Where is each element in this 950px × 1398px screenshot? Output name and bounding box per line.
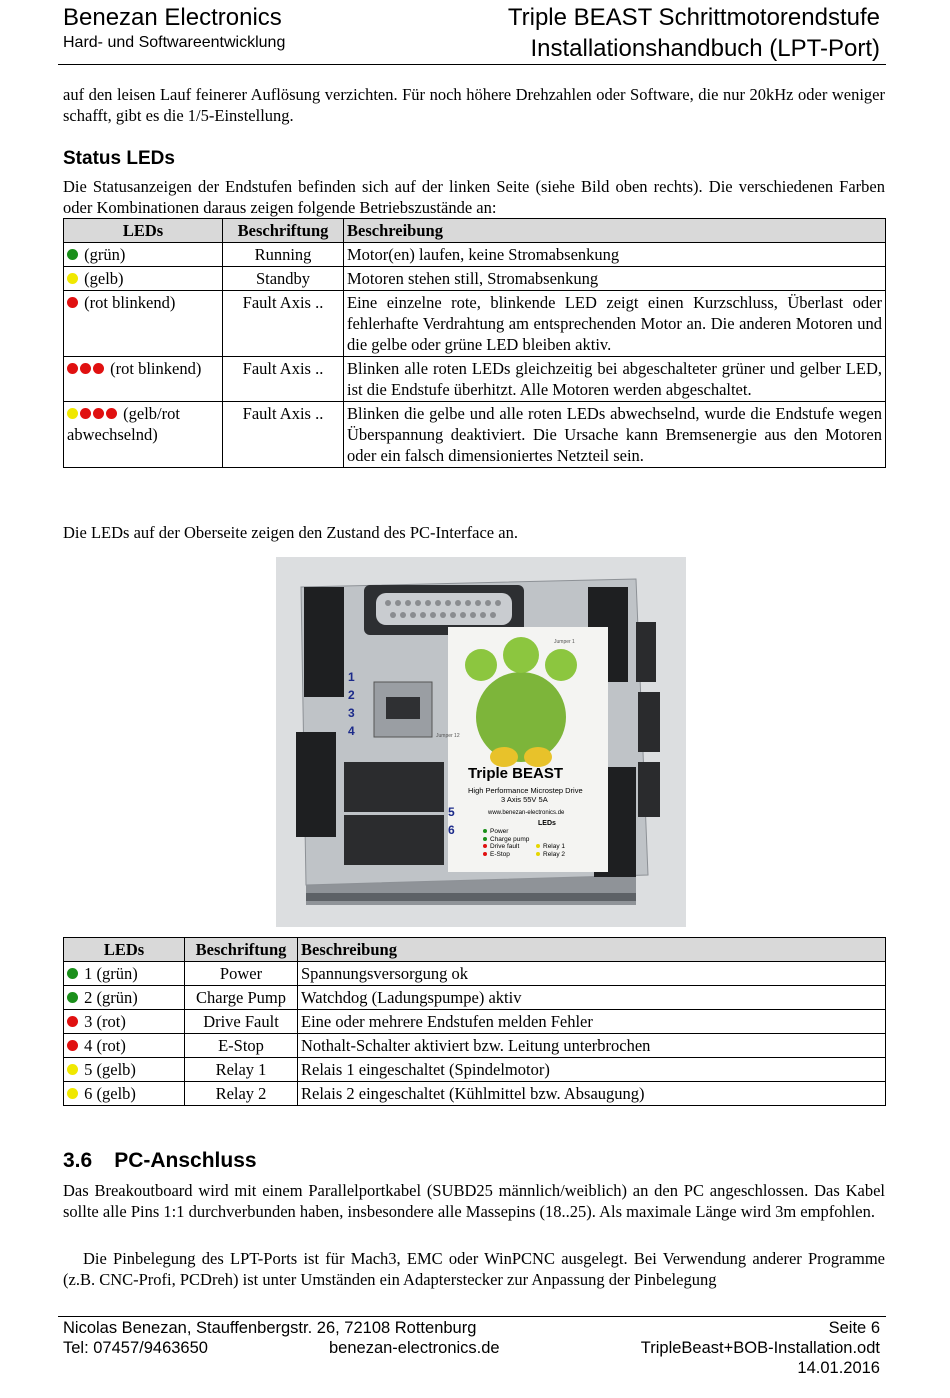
column-header: Beschreibung bbox=[344, 219, 886, 243]
label-cell: Fault Axis .. bbox=[223, 357, 344, 402]
led-cell bbox=[64, 267, 223, 291]
label-cell: E-Stop bbox=[185, 1034, 298, 1058]
board-photo bbox=[276, 557, 686, 927]
photo-legend-item bbox=[483, 836, 529, 844]
label-cell: Drive Fault bbox=[185, 1010, 298, 1034]
legend-dot-icon bbox=[536, 844, 540, 848]
description-cell: Watchdog (Ladungspumpe) aktiv bbox=[298, 986, 886, 1010]
led-text: (grün) bbox=[84, 245, 126, 264]
led-cell bbox=[64, 357, 223, 402]
legend-text: Charge pump bbox=[490, 835, 530, 843]
footer-address: Nicolas Benezan, Stauffenbergstr. 26, 72108 Rottenburg bbox=[63, 1319, 477, 1337]
document-subtitle: Installationshandbuch (LPT-Port) bbox=[530, 35, 880, 62]
status-leds-body bbox=[64, 243, 886, 468]
photo-legend-item bbox=[536, 851, 565, 859]
legend-dot-icon bbox=[536, 852, 540, 856]
column-header: LEDs bbox=[64, 219, 223, 243]
led-text: 6 (gelb) bbox=[84, 1084, 136, 1103]
led-text: (gelb) bbox=[84, 269, 124, 288]
led-dot-icon bbox=[93, 363, 104, 374]
led-text: 5 (gelb) bbox=[84, 1060, 136, 1079]
led-number-label: 4 bbox=[348, 724, 355, 738]
led-dot-icon bbox=[67, 363, 78, 374]
section-paragraph-1: Das Breakoutboard wird mit einem Parallelportkabel (SUBD25 männlich/weiblich) an den PC angeschlossen. Das Kabel sollte alle Pins 1:1 durchverbunden haben, insbesondere alle Massepins (18..25). Als maximale Länge wird 3m empfohlen. bbox=[63, 1181, 885, 1221]
photo-legend-item bbox=[536, 843, 565, 851]
interface-leds-table bbox=[63, 937, 886, 1106]
led-cell bbox=[64, 1010, 185, 1034]
led-dot-icon bbox=[67, 273, 78, 284]
led-text: 4 (rot) bbox=[84, 1036, 126, 1055]
table-header-row bbox=[64, 938, 886, 962]
description-cell: Nothalt-Schalter aktiviert bzw. Leitung unterbrochen bbox=[298, 1034, 886, 1058]
led-dot-icon bbox=[67, 992, 78, 1003]
column-header: Beschriftung bbox=[223, 219, 344, 243]
led-dot-icon bbox=[67, 968, 78, 979]
led-cell bbox=[64, 291, 223, 357]
led-dot-icon bbox=[93, 408, 104, 419]
brand-label: Triple BEAST bbox=[468, 765, 564, 782]
led-number-label: 6 bbox=[448, 823, 455, 837]
photo-legend-item bbox=[483, 851, 529, 859]
led-text: 2 (grün) bbox=[84, 988, 138, 1007]
led-number-label: 3 bbox=[348, 706, 355, 720]
led-cell bbox=[64, 1034, 185, 1058]
interface-intro: Die LEDs auf der Oberseite zeigen den Zustand des PC-Interface an. bbox=[63, 523, 518, 542]
interface-leds-body bbox=[64, 962, 886, 1106]
column-header: LEDs bbox=[64, 938, 185, 962]
led-dot-icon bbox=[67, 1040, 78, 1051]
footer-phone: Tel: 07457/9463650 bbox=[63, 1339, 208, 1357]
table-row bbox=[64, 986, 886, 1010]
table-row bbox=[64, 267, 886, 291]
led-dot-icon bbox=[67, 1064, 78, 1075]
led-cell bbox=[64, 962, 185, 986]
status-leds-heading: Status LEDs bbox=[63, 148, 175, 169]
led-text: (gelb/rot abwechselnd) bbox=[67, 404, 180, 444]
led-cell bbox=[64, 402, 223, 468]
jumper1-label: Jumper 1 bbox=[554, 639, 575, 645]
photo-legend-right bbox=[536, 843, 565, 858]
table-row bbox=[64, 1082, 886, 1106]
legend-dot-icon bbox=[483, 829, 487, 833]
description-cell: Motor(en) laufen, keine Stromabsenkung bbox=[344, 243, 886, 267]
led-dot-icon bbox=[67, 408, 78, 419]
legend-dot-icon bbox=[483, 837, 487, 841]
status-leds-table bbox=[63, 218, 886, 468]
table-row bbox=[64, 357, 886, 402]
led-dot-icon bbox=[67, 1016, 78, 1027]
footer-filename: TripleBeast+BOB-Installation.odt bbox=[640, 1339, 880, 1357]
led-text: 1 (grün) bbox=[84, 964, 138, 983]
column-header: Beschreibung bbox=[298, 938, 886, 962]
photo-legend-item bbox=[483, 843, 529, 851]
header-divider bbox=[58, 64, 886, 65]
board-illustration bbox=[276, 557, 686, 927]
label-cell: Relay 2 bbox=[185, 1082, 298, 1106]
description-cell: Motoren stehen still, Stromabsenkung bbox=[344, 267, 886, 291]
description-cell: Relais 1 eingeschaltet (Spindelmotor) bbox=[298, 1058, 886, 1082]
company-subtitle: Hard- und Softwareentwicklung bbox=[63, 34, 286, 51]
label-cell: Charge Pump bbox=[185, 986, 298, 1010]
table-row bbox=[64, 1058, 886, 1082]
section-title: PC-Anschluss bbox=[114, 1149, 257, 1172]
label-cell: Fault Axis .. bbox=[223, 402, 344, 468]
description-cell: Eine einzelne rote, blinkende LED zeigt einen Kurzschluss, Überlast oder fehlerhafte Verdrahtung am entsprechenden Motor an. Die anderen Motoren und die gelbe oder grüne LED bleiben aktiv. bbox=[344, 291, 886, 357]
table-row bbox=[64, 962, 886, 986]
footer-page: Seite 6 bbox=[828, 1319, 880, 1337]
table-header-row bbox=[64, 219, 886, 243]
description-cell: Relais 2 eingeschaltet (Kühlmittel bzw. Absaugung) bbox=[298, 1082, 886, 1106]
jumper12-label: Jumper 12 bbox=[436, 733, 460, 739]
led-cell bbox=[64, 986, 185, 1010]
photo-legend-item bbox=[483, 828, 529, 836]
status-leds-text: Die Statusanzeigen der Endstufen befinden sich auf der linken Seite (siehe Bild oben rechts). Die verschiedenen Farben oder Kombinationen daraus zeigen folgende Betriebszustände an: bbox=[63, 177, 885, 217]
tagline-label: High Performance Microstep Drive bbox=[468, 786, 583, 795]
section-number: 3.6 bbox=[63, 1149, 93, 1172]
label-cell: Fault Axis .. bbox=[223, 291, 344, 357]
label-cell: Running bbox=[223, 243, 344, 267]
photo-legend-left bbox=[483, 828, 529, 858]
legend-text: Relay 2 bbox=[543, 850, 566, 858]
legend-text: Drive fault bbox=[490, 843, 520, 850]
led-dot-icon bbox=[106, 408, 117, 419]
label-cell: Relay 1 bbox=[185, 1058, 298, 1082]
section-paragraph-2: Die Pinbelegung des LPT-Ports ist für Mach3, EMC oder WinPCNC ausgelegt. Bei Verwendung anderer Programme (z.B. CNC-Profi, PCDreh) ist unter Umständen ein Adapterstecker zur Anpassung der Pinbelegung bbox=[63, 1249, 885, 1289]
footer-date: 14.01.2016 bbox=[797, 1359, 880, 1377]
led-cell bbox=[64, 1082, 185, 1106]
label-cell: Power bbox=[185, 962, 298, 986]
document-title: Triple BEAST Schrittmotorendstufe bbox=[507, 4, 880, 31]
url-label: www.benezan-electronics.de bbox=[488, 810, 565, 816]
led-text: (rot blinkend) bbox=[84, 293, 176, 312]
footer-divider bbox=[58, 1316, 886, 1317]
description-cell: Spannungsversorgung ok bbox=[298, 962, 886, 986]
table-row bbox=[64, 243, 886, 267]
description-cell: Blinken alle roten LEDs gleichzeitig bei abgeschalteter grüner und gelber LED, ist die Endstufe überhitzt. Alle Motoren werden abgeschaltet. bbox=[344, 357, 886, 402]
led-number-label: 1 bbox=[348, 670, 355, 684]
description-cell: Eine oder mehrere Endstufen melden Fehler bbox=[298, 1010, 886, 1034]
legend-text: Power bbox=[490, 828, 509, 835]
description-cell: Blinken die gelbe und alle roten LEDs abwechselnd, wurde die Endstufe wegen Überspannung deaktiviert. Die Ursache kann Bremsenergie aus den Motoren oder ein falsch dimensioniertes Netzteil sein. bbox=[344, 402, 886, 468]
table-row bbox=[64, 291, 886, 357]
led-dot-icon bbox=[80, 408, 91, 419]
led-cell bbox=[64, 1058, 185, 1082]
led-cell bbox=[64, 243, 223, 267]
led-text: 3 (rot) bbox=[84, 1012, 126, 1031]
led-dot-icon bbox=[67, 1088, 78, 1099]
footer-website: benezan-electronics.de bbox=[329, 1339, 500, 1357]
intro-paragraph: auf den leisen Lauf feinerer Auflösung verzichten. Für noch höhere Drehzahlen oder Software, die nur 20kHz oder weniger schafft, gibt es die 1/5-Einstellung. bbox=[63, 85, 885, 125]
legend-dot-icon bbox=[483, 852, 487, 856]
table-row bbox=[64, 1010, 886, 1034]
led-dot-icon bbox=[67, 249, 78, 260]
label-cell: Standby bbox=[223, 267, 344, 291]
table-row bbox=[64, 402, 886, 468]
legend-dot-icon bbox=[483, 844, 487, 848]
led-dot-icon bbox=[67, 297, 78, 308]
company-name: Benezan Electronics bbox=[63, 4, 282, 31]
leds-label: LEDs bbox=[538, 820, 556, 827]
table-row bbox=[64, 1034, 886, 1058]
led-number-label: 2 bbox=[348, 688, 355, 702]
column-header: Beschriftung bbox=[185, 938, 298, 962]
legend-text: Relay 1 bbox=[543, 843, 566, 850]
spec-label: 3 Axis 55V 5A bbox=[501, 795, 548, 804]
led-dot-icon bbox=[80, 363, 91, 374]
section-heading bbox=[63, 1149, 257, 1173]
led-number-label: 5 bbox=[448, 805, 455, 819]
led-text: (rot blinkend) bbox=[110, 359, 202, 378]
legend-text: E-Stop bbox=[490, 850, 510, 858]
